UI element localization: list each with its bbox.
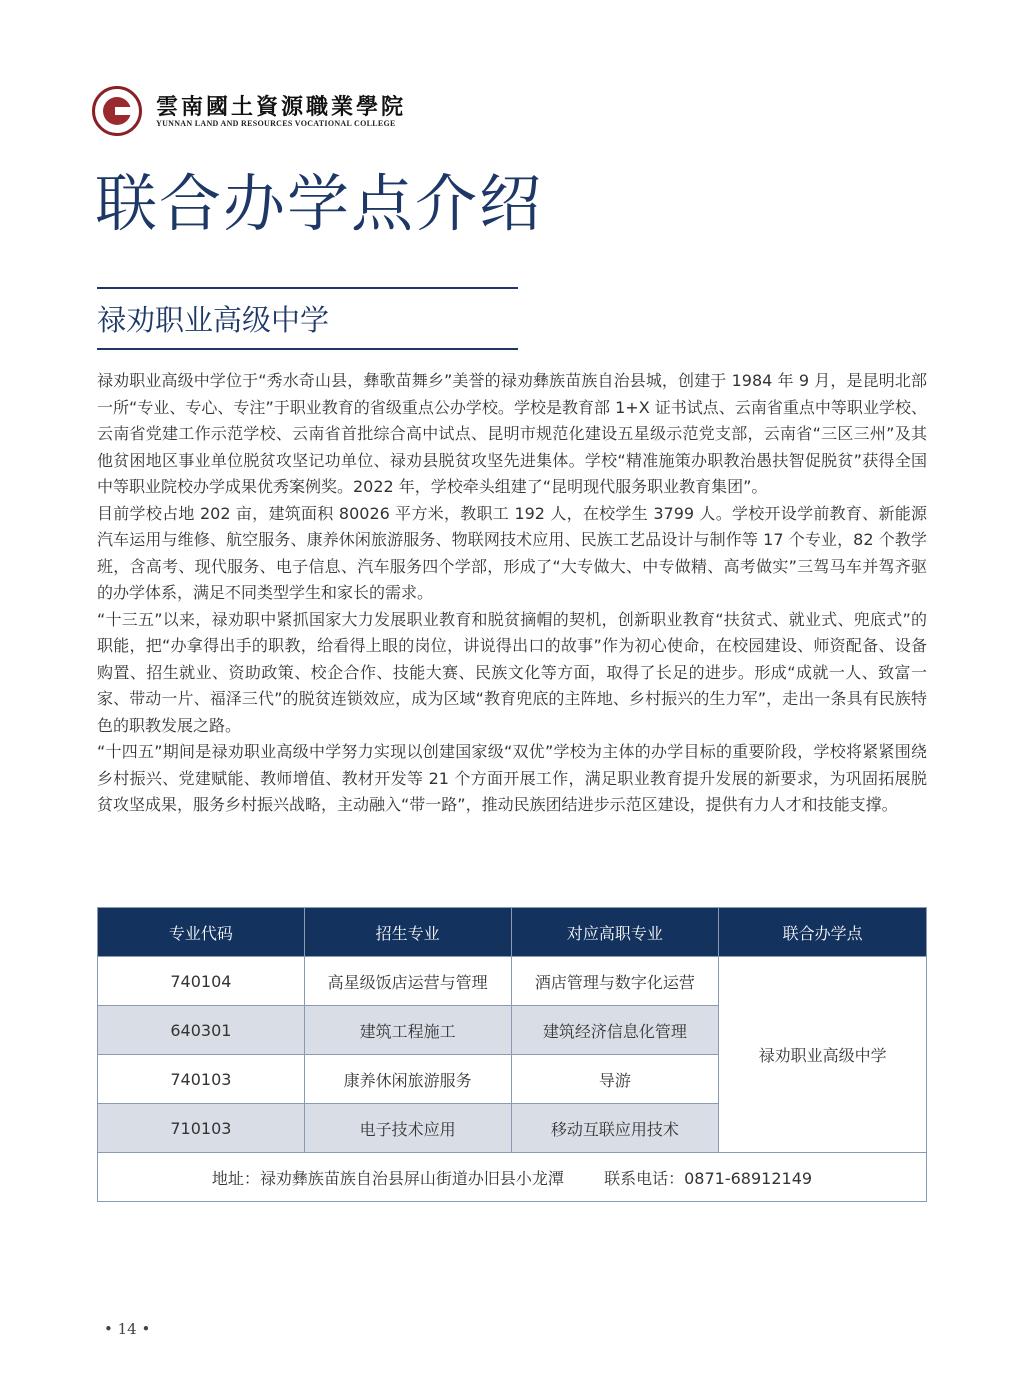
cell-college-major: 酒店管理与数字化运营 <box>511 957 719 1006</box>
cell-site: 禄劝职业高级中学 <box>719 957 927 1153</box>
program-table <box>97 907 927 1202</box>
cell-major: 康养休闲旅游服务 <box>304 1055 511 1104</box>
header-site: 联合办学点 <box>719 908 927 957</box>
logo-chinese-name: 雲南國土資源職業學院 <box>156 93 407 120</box>
cell-code: 710103 <box>98 1104 305 1153</box>
contact-cell <box>98 1153 927 1202</box>
paragraph: 目前学校占地 202 亩，建筑面积 80026 平方米，教职工 192 人，在校学生 3799 人。学校开设学前教育、新能源汽车运用与维修、航空服务、康养休闲旅游服务、物联网技术应用、民族工艺品设计与制作等 17 个专业，82 个教学班，含高考、现代服务、电子信息、汽车服务四个学部，形成了“大专做大、中专做精、高考做实”三驾马车并驾齐驱的办学体系，满足不同类型学生和家长的需求。 <box>97 503 927 602</box>
cell-major: 建筑工程施工 <box>304 1006 511 1055</box>
logo-english-name: YUNNAN LAND AND RESOURCES VOCATIONAL COLLEGE <box>156 118 396 128</box>
page-title: 联合办学点介绍 <box>95 167 544 240</box>
college-logo <box>92 86 406 136</box>
cell-code: 740103 <box>98 1055 305 1104</box>
paragraph: “十三五”以来，禄劝职中紧抓国家大力发展职业教育和脱贫摘帽的契机，创新职业教育“扶贫式、就业式、兜底式”的职能，把“办拿得出手的职教，给看得上眼的岗位，讲说得出口的故事”作为初心使命，在校园建设、师资配备、设备购置、招生就业、资助政策、校企合作、技能大赛、民族文化等方面，取得了长足的进步。形成“成就一人、致富一家、带动一片、福泽三代”的脱贫连锁效应，成为区域“教育兜底的主阵地、乡村振兴的生力军”，走出一条具有民族特色的职教发展之路。 <box>97 609 927 735</box>
paragraph: 禄劝职业高级中学位于“秀水奇山县，彝歌苗舞乡”美誉的禄劝彝族苗族自治县城，创建于 1984 年 9 月，是昆明北部一所“专业、专心、专注”于职业教育的省级重点公办学校。学校是教育部 1+X 证书试点、云南省重点中等职业学校、云南省党建工作示范学校、云南省首批综合高中试点、昆明市规范化建设五星级示范党支部，云南省“三区三州”及其他贫困地区事业单位脱贫攻坚记功单位、禄劝县脱贫攻坚先进集体。学校“精准施策办职教治愚扶智促脱贫”获得全国中等职业院校办学成果优秀案例奖。2022 年，学校牵头组建了“昆明现代服务职业教育集团”。 <box>97 371 927 496</box>
paragraph: “十四五”期间是禄劝职业高级中学努力实现以创建国家级“双优”学校为主体的办学目标的重要阶段，学校将紧紧围绕乡村振兴、党建赋能、教师增值、教材开发等 21 个方面开展工作，满足职业教育提升发展的新要求，为巩固拓展脱贫攻坚成果，服务乡村振兴战略，主动融入“带一路”，推动民族团结进步示范区建设，提供有力人才和技能支撑。 <box>97 742 927 814</box>
cell-major: 高星级饭店运营与管理 <box>304 957 511 1006</box>
phone-text: 联系电话：0871-68912149 <box>604 1168 813 1188</box>
divider-bottom <box>97 348 518 350</box>
cell-major: 电子技术应用 <box>304 1104 511 1153</box>
header-college-major: 对应高职专业 <box>511 908 719 957</box>
cell-code: 740104 <box>98 957 305 1006</box>
table-header-row <box>98 908 927 957</box>
cell-college-major: 建筑经济信息化管理 <box>511 1006 719 1055</box>
section-title: 禄劝职业高级中学 <box>97 303 330 337</box>
college-seal-icon <box>92 86 142 136</box>
header-major: 招生专业 <box>304 908 511 957</box>
table-row <box>98 957 927 1006</box>
header-code: 专业代码 <box>98 908 305 957</box>
intro-body <box>97 368 927 819</box>
address-text: 地址：禄劝彝族苗族自治县屏山街道办旧县小龙潭 <box>211 1168 564 1188</box>
divider-top <box>97 287 518 289</box>
cell-college-major: 导游 <box>511 1055 719 1104</box>
page-number: • 14 • <box>104 1320 151 1338</box>
cell-college-major: 移动互联应用技术 <box>511 1104 719 1153</box>
cell-code: 640301 <box>98 1006 305 1055</box>
table-footer-row <box>98 1153 927 1202</box>
